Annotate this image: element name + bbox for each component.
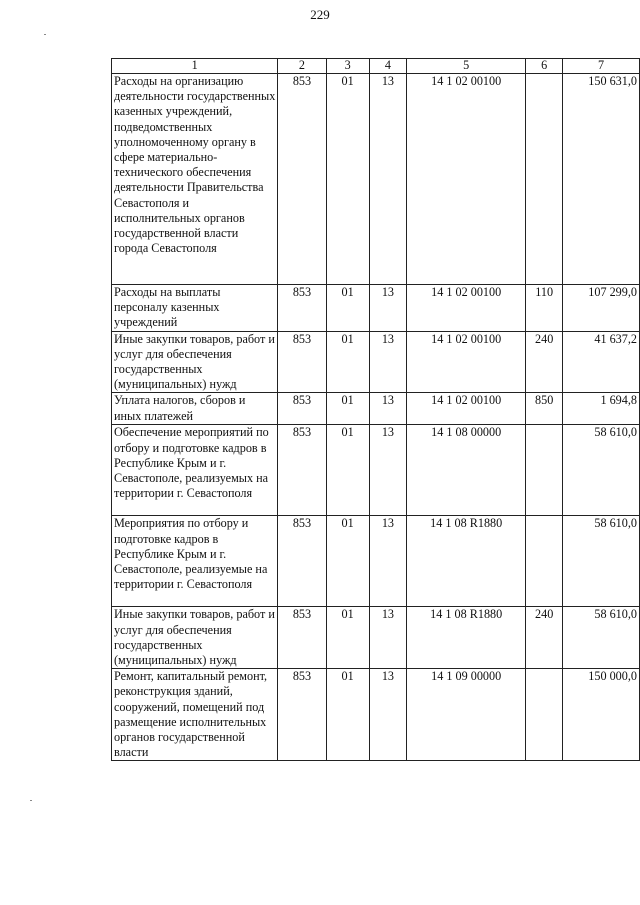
row-name: Уплата налогов, сборов и иных платежей <box>112 393 278 425</box>
cell-csr: 14 1 09 00000 <box>407 669 526 761</box>
cell-vr <box>526 669 563 761</box>
cell-sum: 107 299,0 <box>563 285 640 332</box>
table-row <box>112 607 640 669</box>
cell-gr: 853 <box>278 331 326 393</box>
table-row <box>112 425 640 516</box>
column-header: 4 <box>369 59 407 74</box>
row-name: Иные закупки товаров, работ и услуг для обеспечения государственных (муниципальных) нужд <box>112 331 278 393</box>
table-row <box>112 516 640 607</box>
scan-speck <box>30 800 32 801</box>
row-name: Иные закупки товаров, работ и услуг для обеспечения государственных (муниципальных) нужд <box>112 607 278 669</box>
cell-pr: 13 <box>369 669 407 761</box>
cell-vr <box>526 425 563 516</box>
cell-sum: 58 610,0 <box>563 607 640 669</box>
cell-pr: 13 <box>369 393 407 425</box>
cell-pr: 13 <box>369 331 407 393</box>
row-name: Расходы на выплаты персоналу казенных учреждений <box>112 285 278 332</box>
column-header: 5 <box>407 59 526 74</box>
row-name: Обеспечение мероприятий по отбору и подготовке кадров в Республике Крым и г. Севастополе, реализуемых на территории г. Севастополя <box>112 425 278 516</box>
cell-csr: 14 1 08 00000 <box>407 425 526 516</box>
cell-sum: 58 610,0 <box>563 425 640 516</box>
cell-vr <box>526 516 563 607</box>
column-header: 1 <box>112 59 278 74</box>
row-name: Ремонт, капитальный ремонт, реконструкция зданий, сооружений, помещений под размещение исполнительных органов государственной власти <box>112 669 278 761</box>
cell-rz: 01 <box>326 331 369 393</box>
table-row <box>112 393 640 425</box>
cell-pr: 13 <box>369 607 407 669</box>
cell-sum: 150 000,0 <box>563 669 640 761</box>
column-header: 2 <box>278 59 326 74</box>
cell-csr: 14 1 02 00100 <box>407 393 526 425</box>
column-header: 7 <box>563 59 640 74</box>
cell-gr: 853 <box>278 285 326 332</box>
cell-vr: 850 <box>526 393 563 425</box>
table-header-row <box>112 59 640 74</box>
page-number: 229 <box>310 7 330 22</box>
cell-pr: 13 <box>369 425 407 516</box>
cell-pr: 13 <box>369 74 407 285</box>
cell-rz: 01 <box>326 393 369 425</box>
cell-rz: 01 <box>326 74 369 285</box>
cell-gr: 853 <box>278 425 326 516</box>
table-row <box>112 74 640 285</box>
cell-sum: 58 610,0 <box>563 516 640 607</box>
cell-pr: 13 <box>369 285 407 332</box>
table-row <box>112 331 640 393</box>
column-header: 6 <box>526 59 563 74</box>
cell-rz: 01 <box>326 285 369 332</box>
cell-csr: 14 1 02 00100 <box>407 74 526 285</box>
cell-gr: 853 <box>278 669 326 761</box>
column-header: 3 <box>326 59 369 74</box>
row-name: Расходы на организацию деятельности государственных казенных учреждений, подведомственных уполномоченному органу в сфере материально-технического обеспечения деятельности Правительства Севастополя и исполнительных органов государственной власти города Севастополя <box>112 74 278 285</box>
cell-gr: 853 <box>278 74 326 285</box>
cell-csr: 14 1 08 R1880 <box>407 607 526 669</box>
row-name: Мероприятия по отбору и подготовке кадров в Республике Крым и г. Севастополе, реализуемые на территории г. Севастополя <box>112 516 278 607</box>
cell-sum: 41 637,2 <box>563 331 640 393</box>
cell-rz: 01 <box>326 669 369 761</box>
cell-csr: 14 1 02 00100 <box>407 285 526 332</box>
cell-rz: 01 <box>326 607 369 669</box>
cell-vr: 240 <box>526 331 563 393</box>
cell-rz: 01 <box>326 425 369 516</box>
cell-csr: 14 1 08 R1880 <box>407 516 526 607</box>
cell-vr: 240 <box>526 607 563 669</box>
cell-gr: 853 <box>278 516 326 607</box>
scan-speck <box>44 34 46 35</box>
cell-rz: 01 <box>326 516 369 607</box>
cell-csr: 14 1 02 00100 <box>407 331 526 393</box>
cell-vr <box>526 74 563 285</box>
cell-gr: 853 <box>278 393 326 425</box>
table-row <box>112 669 640 761</box>
cell-vr: 110 <box>526 285 563 332</box>
table-row <box>112 285 640 332</box>
cell-sum: 1 694,8 <box>563 393 640 425</box>
cell-sum: 150 631,0 <box>563 74 640 285</box>
cell-pr: 13 <box>369 516 407 607</box>
budget-table <box>111 58 640 761</box>
cell-gr: 853 <box>278 607 326 669</box>
